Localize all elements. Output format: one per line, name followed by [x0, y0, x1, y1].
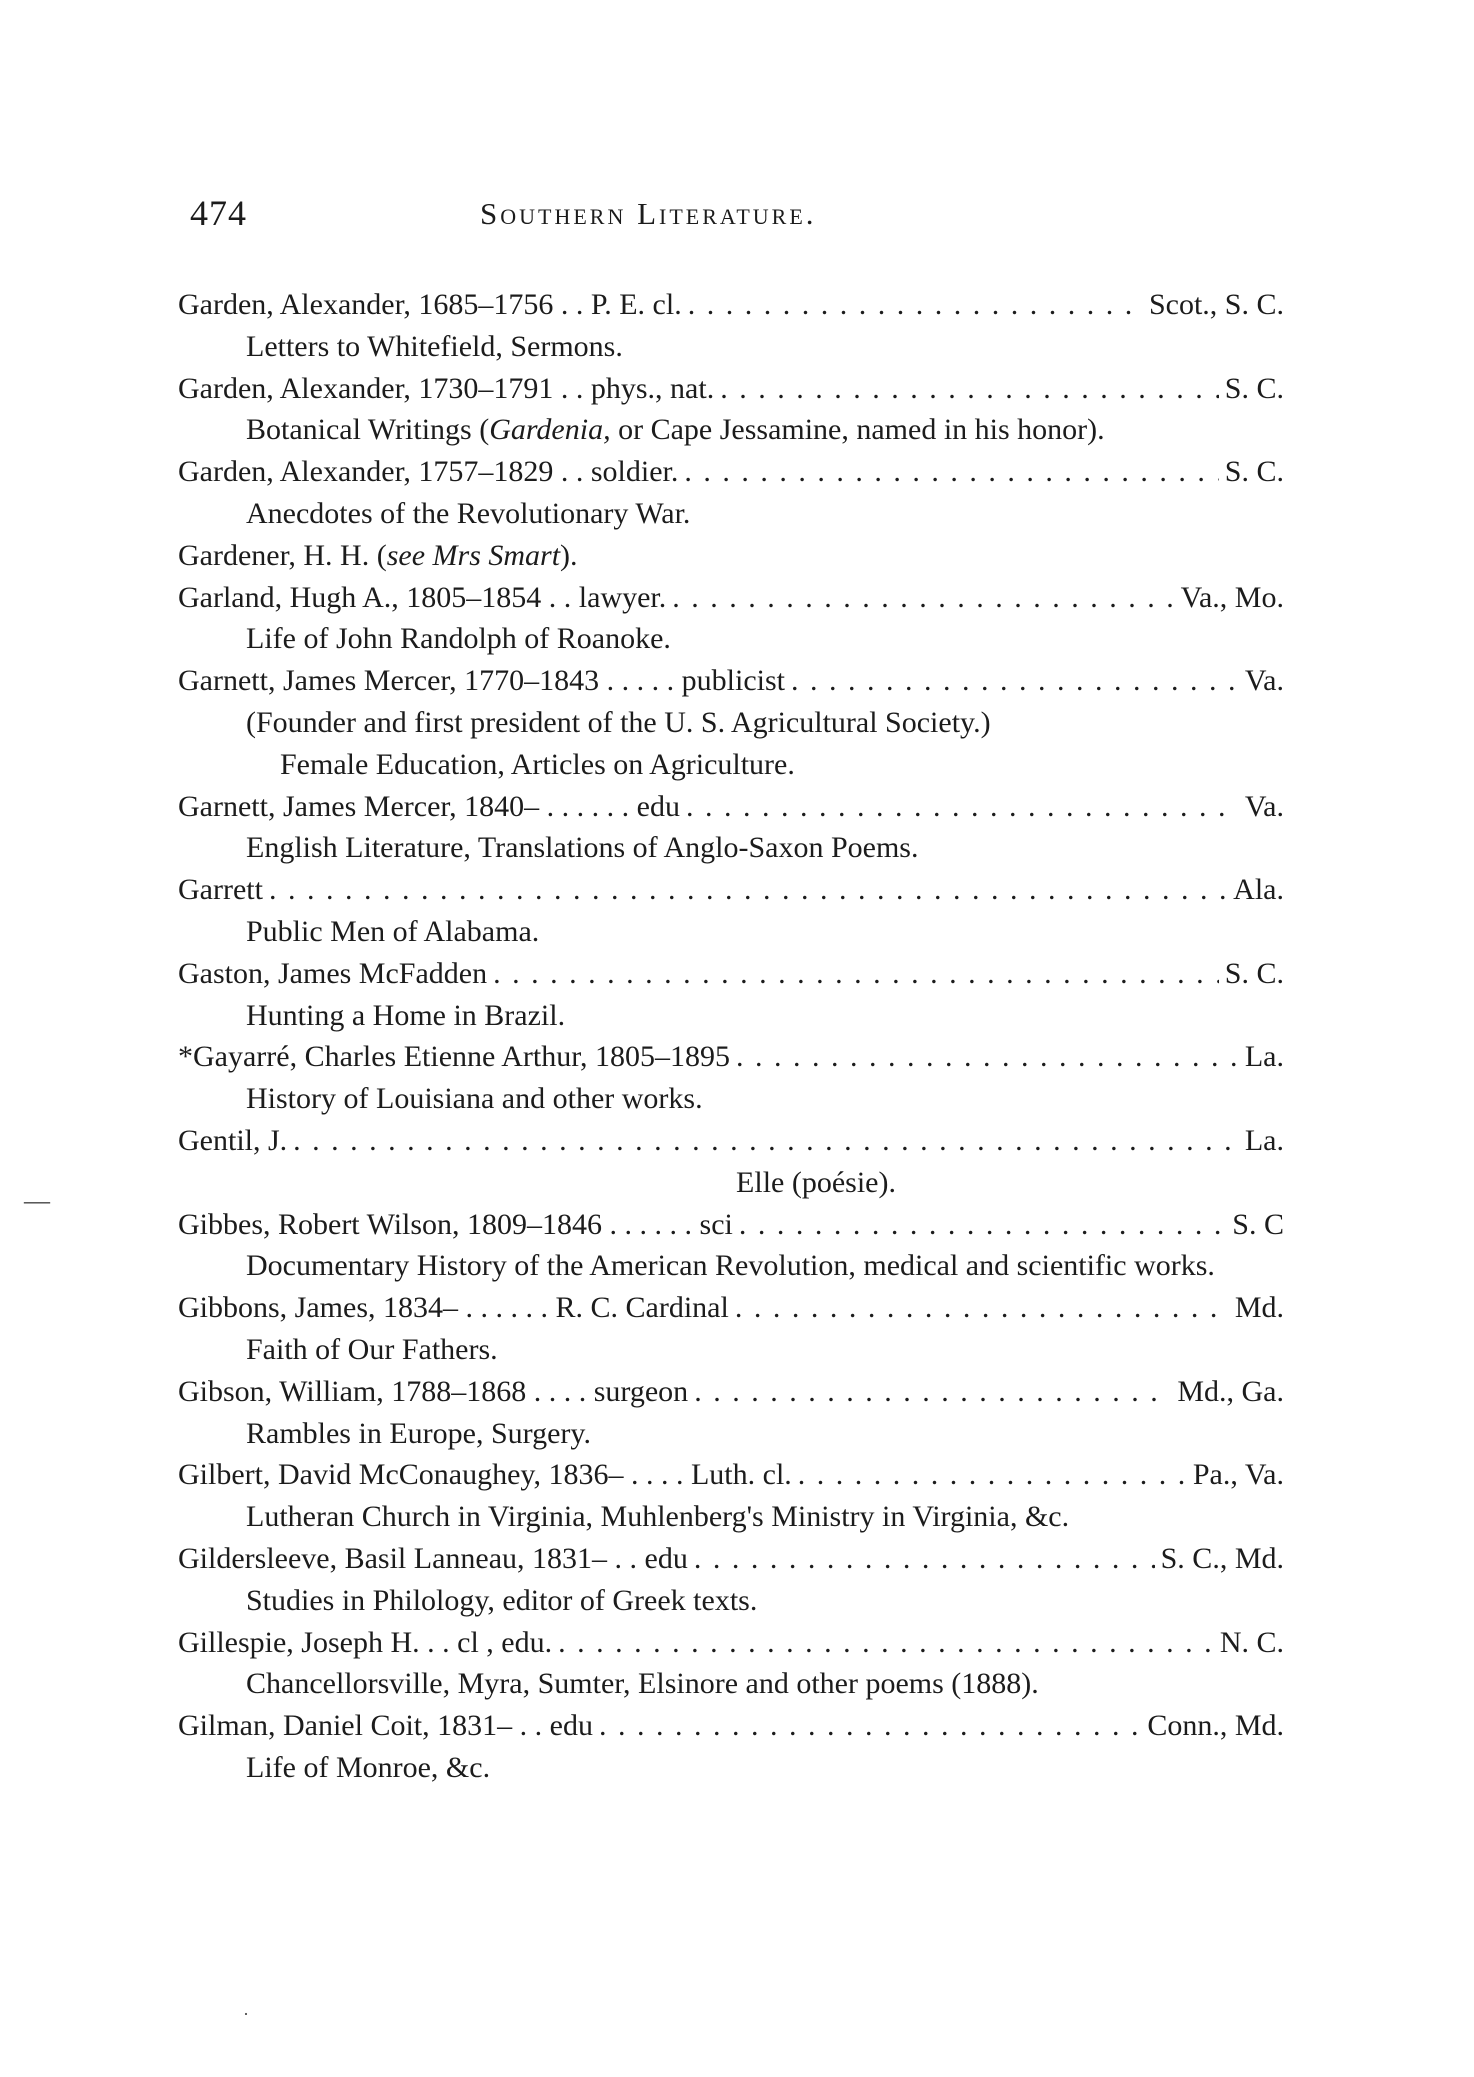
entry-name: Gilman, Daniel Coit, 1831– . . edu [178, 1709, 593, 1743]
entry-heading [178, 660, 1284, 702]
entry-works: English Literature, Translations of Anglo-Saxon Poems. [246, 831, 919, 865]
entry-name: Garland, Hugh A., 1805–1854 . . lawyer. [178, 580, 667, 614]
entry-heading [178, 1204, 1284, 1246]
entry-heading [178, 1036, 1284, 1078]
dot-leader [733, 1204, 1226, 1246]
entry-name: Garrett [178, 873, 263, 907]
entry-works: Letters to Whitefield, Sermons. [246, 329, 623, 363]
entry-note: (Founder and first president of the U. S. Agricultural Society.) [246, 705, 991, 739]
cross-reference: see Mrs Smart [386, 538, 561, 572]
entry-place: S. C. [1224, 371, 1284, 405]
entry-name: Gilbert, David McConaughey, 1836– . . . . Luth. cl. [178, 1458, 792, 1492]
entry-heading [178, 368, 1284, 410]
entry-name [178, 535, 578, 577]
entry-works: Public Men of Alabama. [246, 914, 540, 948]
entry-name: Gaston, James McFadden [178, 956, 488, 990]
entry-place: S. C [1232, 1207, 1284, 1241]
entry-heading [178, 1371, 1284, 1413]
entry-place: S. C. [1224, 455, 1284, 489]
entry-name: Gentil, J. [178, 1123, 288, 1157]
dot-leader [263, 869, 1227, 911]
dot-leader [714, 368, 1219, 410]
entry-place: Scot., S. C. [1148, 288, 1284, 321]
dot-leader [593, 1705, 1141, 1747]
entry-works: Rambles in Europe, Surgery. [246, 1416, 591, 1450]
entry-name: Gillespie, Joseph H. . . cl , edu. [178, 1625, 553, 1659]
running-title: Southern Literature. [480, 196, 817, 231]
entry-place: La. [1244, 1123, 1284, 1157]
dot-leader [688, 1371, 1171, 1413]
entry-name: Gildersleeve, Basil Lanneau, 1831– . . edu [178, 1541, 688, 1575]
author-entries [178, 284, 1284, 1789]
works-italic-text: Gardenia, [489, 413, 611, 447]
entry-name: Garden, Alexander, 1685–1756 . . P. E. cl. [178, 288, 682, 321]
entry-heading [178, 953, 1284, 995]
entry-works: Faith of Our Fathers. [246, 1332, 498, 1366]
entry-place: S. C., Md. [1160, 1541, 1284, 1575]
entry-name: Gibson, William, 1788–1868 . . . . surgeon [178, 1374, 689, 1408]
entry-place: Conn., Md. [1147, 1709, 1284, 1743]
entry-works: Anecdotes of the Revolutionary War. [246, 496, 691, 530]
entry-works: Documentary History of the American Revolution, medical and scientific works. [246, 1249, 1215, 1283]
entry-heading [178, 1622, 1284, 1664]
dot-leader [729, 1287, 1229, 1329]
entry-heading [178, 577, 1284, 619]
entry-works: Studies in Philology, editor of Greek texts. [246, 1583, 758, 1617]
entry-works: Life of John Randolph of Roanoke. [246, 622, 671, 656]
entry-place: N. C. [1219, 1625, 1284, 1659]
entry-heading [178, 1120, 1284, 1162]
dot-leader [688, 1538, 1155, 1580]
entry-place: Va. [1244, 664, 1284, 698]
dot-leader [792, 1454, 1187, 1496]
entry-place: Va. [1244, 789, 1284, 823]
entry-place: S. C. [1224, 956, 1284, 990]
entry-heading [178, 535, 1284, 577]
entry-heading [178, 1705, 1284, 1747]
dot-leader [730, 1036, 1239, 1078]
entry-heading [178, 786, 1284, 828]
entry-works: Chancellorsville, Myra, Sumter, Elsinore and other poems (1888). [246, 1667, 1039, 1701]
page-number: 474 [190, 193, 247, 233]
entry-place: Va., Mo. [1180, 580, 1284, 614]
works-text: Botanical Writings ( [246, 413, 490, 447]
entry-works: Hunting a Home in Brazil. [246, 998, 566, 1032]
entry-heading [178, 869, 1284, 911]
margin-dash-mark: — [24, 1186, 50, 1215]
entry-works [178, 409, 1284, 451]
dot-leader [552, 1622, 1214, 1664]
entry-place: Pa., Va. [1192, 1458, 1284, 1492]
dot-leader [487, 953, 1219, 995]
dot-leader [785, 660, 1239, 702]
entry-heading [178, 1538, 1284, 1580]
entry-name: Garnett, James Mercer, 1770–1843 . . . . . publicist [178, 664, 786, 698]
entry-works: History of Louisiana and other works. [246, 1082, 703, 1116]
dot-leader [666, 577, 1174, 619]
entry-works: Female Education, Articles on Agriculture. [280, 747, 795, 781]
entry-place: Ala. [1233, 873, 1284, 907]
name-text: Gardener, H. H. ( [178, 538, 387, 572]
entry-heading [178, 1287, 1284, 1329]
dot-leader [678, 451, 1218, 493]
entry-place: Md. [1234, 1291, 1284, 1325]
entry-name: Garnett, James Mercer, 1840– . . . . . . edu [178, 789, 680, 823]
works-text: or Cape Jessamine, named in his honor). [610, 413, 1105, 447]
entry-place: Md., Ga. [1177, 1374, 1284, 1408]
entry-name: Gibbes, Robert Wilson, 1809–1846 . . . . . . sci [178, 1207, 733, 1241]
dot-leader [287, 1120, 1239, 1162]
page-header [190, 192, 1290, 242]
entry-works: Life of Monroe, &c. [246, 1750, 491, 1784]
entry-heading [178, 1454, 1284, 1496]
entry-heading [178, 451, 1284, 493]
entry-works: Lutheran Church in Virginia, Muhlenberg's Ministry in Virginia, &c. [246, 1500, 1070, 1534]
entry-heading [178, 284, 1284, 326]
entry-works: Elle (poésie). [736, 1165, 896, 1199]
entry-place: La. [1244, 1040, 1284, 1074]
entry-name: Garden, Alexander, 1730–1791 . . phys., nat. [178, 371, 715, 405]
entry-name: *Gayarré, Charles Etienne Arthur, 1805–1895 [178, 1040, 730, 1074]
speck-mark: · [243, 2004, 249, 2024]
entry-name: Garden, Alexander, 1757–1829 . . soldier. [178, 455, 679, 489]
name-text: ). [560, 538, 578, 572]
entry-name: Gibbons, James, 1834– . . . . . . R. C. Cardinal [178, 1291, 729, 1325]
dot-leader [682, 284, 1143, 326]
dot-leader [680, 786, 1239, 828]
